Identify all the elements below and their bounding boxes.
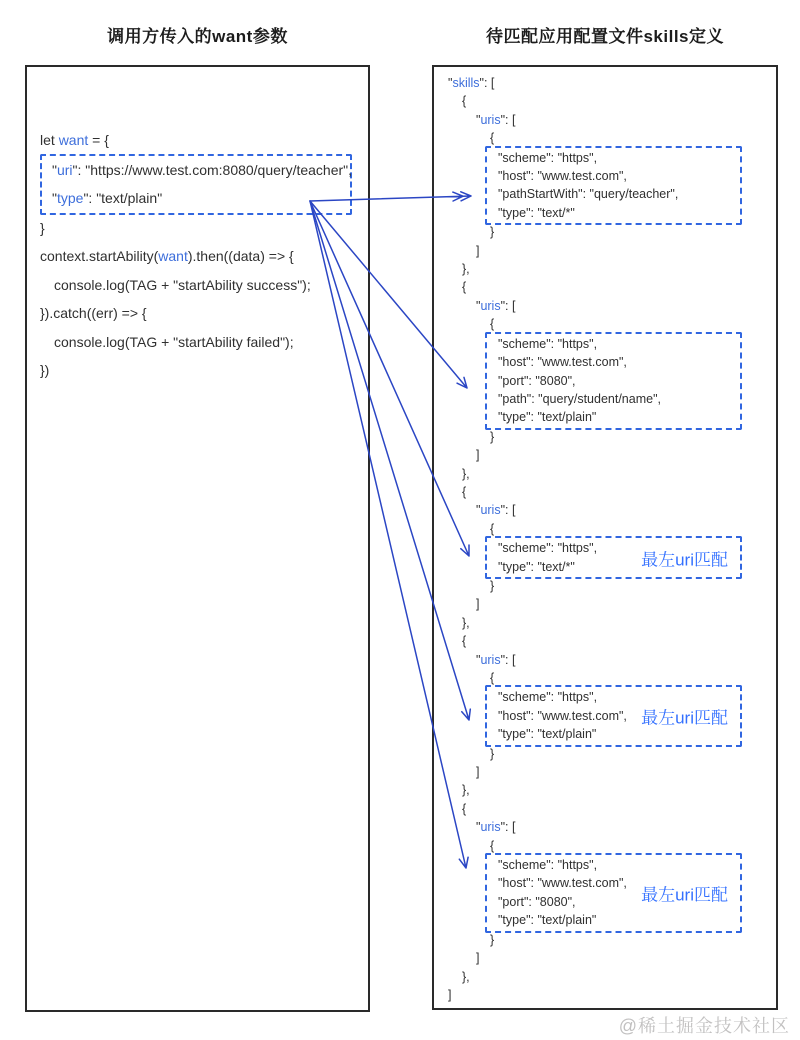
code-text: }, [462, 969, 470, 984]
code-text: { [490, 317, 495, 332]
code-line [498, 185, 740, 203]
code-text: "scheme": "https", [498, 336, 598, 351]
code-text: } [490, 225, 495, 240]
code-text: ] [476, 448, 480, 463]
code-line [434, 931, 776, 949]
code-line [27, 214, 368, 243]
code-text: ] [476, 765, 480, 780]
code-text: ": [ [500, 820, 516, 835]
code-text: ": [ [500, 503, 516, 518]
code-line [434, 242, 776, 260]
code-line [498, 335, 740, 353]
code-line [434, 818, 776, 836]
code-text: "host": "www.test.com", [498, 708, 627, 723]
code-text: ": [ [479, 76, 495, 90]
code-text: ] [448, 987, 452, 1002]
code-line [434, 297, 776, 315]
code-text: ).then((data) => { [187, 248, 294, 264]
code-line [434, 651, 776, 669]
code-text: ] [476, 243, 480, 258]
code-text: " [476, 652, 481, 667]
code-text: "scheme": "https", [498, 150, 598, 165]
code-line [498, 204, 740, 222]
code-line [434, 632, 776, 650]
code-text: "host": "www.test.com", [498, 876, 627, 891]
uri-dashed-box [485, 536, 742, 579]
code-text: " [476, 112, 481, 127]
code-line [434, 501, 776, 519]
code-text: "scheme": "https", [498, 690, 598, 705]
code-key: uris [480, 298, 501, 313]
code-text: ": [ [500, 298, 516, 313]
code-text: ": "https://www.test.com:8080/query/teacher", [72, 161, 353, 178]
code-text: }, [462, 615, 470, 630]
code-text: console.log(TAG + "startAbility failed"); [54, 333, 294, 350]
code-text: "scheme": "https", [498, 541, 598, 556]
code-text: "type": "text/*" [498, 559, 575, 574]
code-text: "path": "query/student/name", [498, 391, 661, 406]
code-text: ": [ [500, 112, 516, 127]
code-key: uris [480, 652, 501, 667]
code-line [498, 911, 740, 929]
code-key: uris [480, 112, 501, 127]
code-text: console.log(TAG + "startAbility success"); [54, 276, 311, 293]
code-text: " [448, 76, 453, 90]
uri-dashed-box [485, 146, 742, 226]
code-line [27, 126, 368, 155]
code-text: { [462, 280, 467, 295]
code-line [434, 949, 776, 967]
code-line [434, 74, 776, 92]
watermark: @稀土掘金技术社区 [618, 1016, 790, 1036]
code-text: { [462, 801, 467, 816]
code-text: { [490, 131, 495, 146]
code-line [27, 271, 368, 300]
code-text: { [462, 94, 467, 109]
skills-config-panel [432, 65, 778, 1010]
code-text: "port": "8080", [498, 373, 576, 388]
code-line [434, 745, 776, 763]
code-text: context.startAbility( [40, 248, 159, 264]
code-line [434, 595, 776, 613]
code-line [27, 328, 368, 357]
code-text: "host": "www.test.com", [498, 355, 627, 370]
leftmost-uri-match-label: 最左uri匹配 [641, 550, 728, 570]
code-line [434, 577, 776, 595]
code-key: type [56, 190, 84, 206]
code-line [434, 968, 776, 986]
code-text: ": "text/plain" [83, 190, 163, 206]
code-text: " [476, 503, 481, 518]
code-line [434, 315, 776, 333]
leftmost-uri-match-label: 最左uri匹配 [641, 708, 728, 728]
code-line [434, 763, 776, 781]
code-text: ] [476, 597, 480, 612]
code-key: uris [480, 820, 501, 835]
code-line [434, 278, 776, 296]
code-text: }).catch((err) => { [40, 305, 147, 321]
code-text: let [40, 132, 59, 148]
code-text: ": [ [500, 652, 516, 667]
code-text: } [40, 219, 45, 236]
code-key: want [58, 132, 89, 148]
code-line [434, 223, 776, 241]
code-text: " [52, 161, 57, 178]
code-text: } [490, 578, 495, 593]
code-text: { [490, 671, 495, 685]
code-line [498, 353, 740, 371]
code-line [498, 408, 740, 426]
code-line [434, 428, 776, 446]
code-text: "host": "www.test.com", [498, 169, 627, 184]
code-text: "type": "text/*" [498, 205, 575, 220]
code-line [434, 800, 776, 818]
code-text: " [52, 190, 57, 206]
code-line [27, 242, 368, 271]
leftmost-uri-match-label: 最左uri匹配 [641, 885, 728, 905]
code-text: } [490, 429, 495, 444]
code-line [434, 446, 776, 464]
code-text: " [476, 298, 481, 313]
code-text: } [490, 932, 495, 947]
code-line [434, 92, 776, 110]
code-line [52, 184, 350, 213]
code-line [434, 111, 776, 129]
code-key: uri [56, 161, 73, 178]
right-panel-title: 待匹配应用配置文件skills定义 [485, 27, 725, 46]
code-text: { [490, 838, 495, 853]
uri-dashed-box [485, 853, 742, 933]
code-text: "port": "8080", [498, 894, 576, 909]
code-line [498, 149, 740, 167]
code-key: uris [480, 503, 501, 518]
code-line [498, 372, 740, 390]
code-text: { [462, 634, 467, 649]
code-line [434, 781, 776, 799]
code-text: "type": "text/plain" [498, 913, 597, 928]
code-line [434, 129, 776, 147]
code-text: "scheme": "https", [498, 858, 598, 873]
code-line [434, 614, 776, 632]
code-text: }, [462, 262, 470, 277]
uri-dashed-box [485, 332, 742, 430]
uri-dashed-box [40, 154, 352, 215]
code-text: }, [462, 466, 470, 481]
code-text: }) [40, 362, 50, 378]
code-text: ] [476, 951, 480, 966]
code-text: "type": "text/plain" [498, 410, 597, 425]
left-panel-title: 调用方传入的want参数 [107, 27, 288, 46]
code-key: skills [452, 76, 480, 90]
code-text: { [490, 521, 495, 536]
code-text: }, [462, 783, 470, 798]
want-code-panel [25, 65, 370, 1012]
code-line [434, 260, 776, 278]
code-text: "pathStartWith": "query/teacher", [498, 187, 679, 202]
code-line [434, 465, 776, 483]
code-line [498, 390, 740, 408]
code-text: { [462, 484, 467, 499]
code-line [498, 856, 740, 874]
code-key: want [158, 248, 188, 264]
code-text: "type": "text/plain" [498, 727, 597, 742]
code-line [434, 986, 776, 1004]
code-line [52, 156, 353, 185]
code-text: = { [88, 132, 109, 148]
code-text: " [476, 820, 481, 835]
code-text: } [490, 746, 495, 761]
code-line [498, 167, 740, 185]
code-line [27, 299, 368, 328]
uri-dashed-box [485, 685, 742, 746]
code-line [434, 483, 776, 501]
code-line [27, 356, 368, 385]
